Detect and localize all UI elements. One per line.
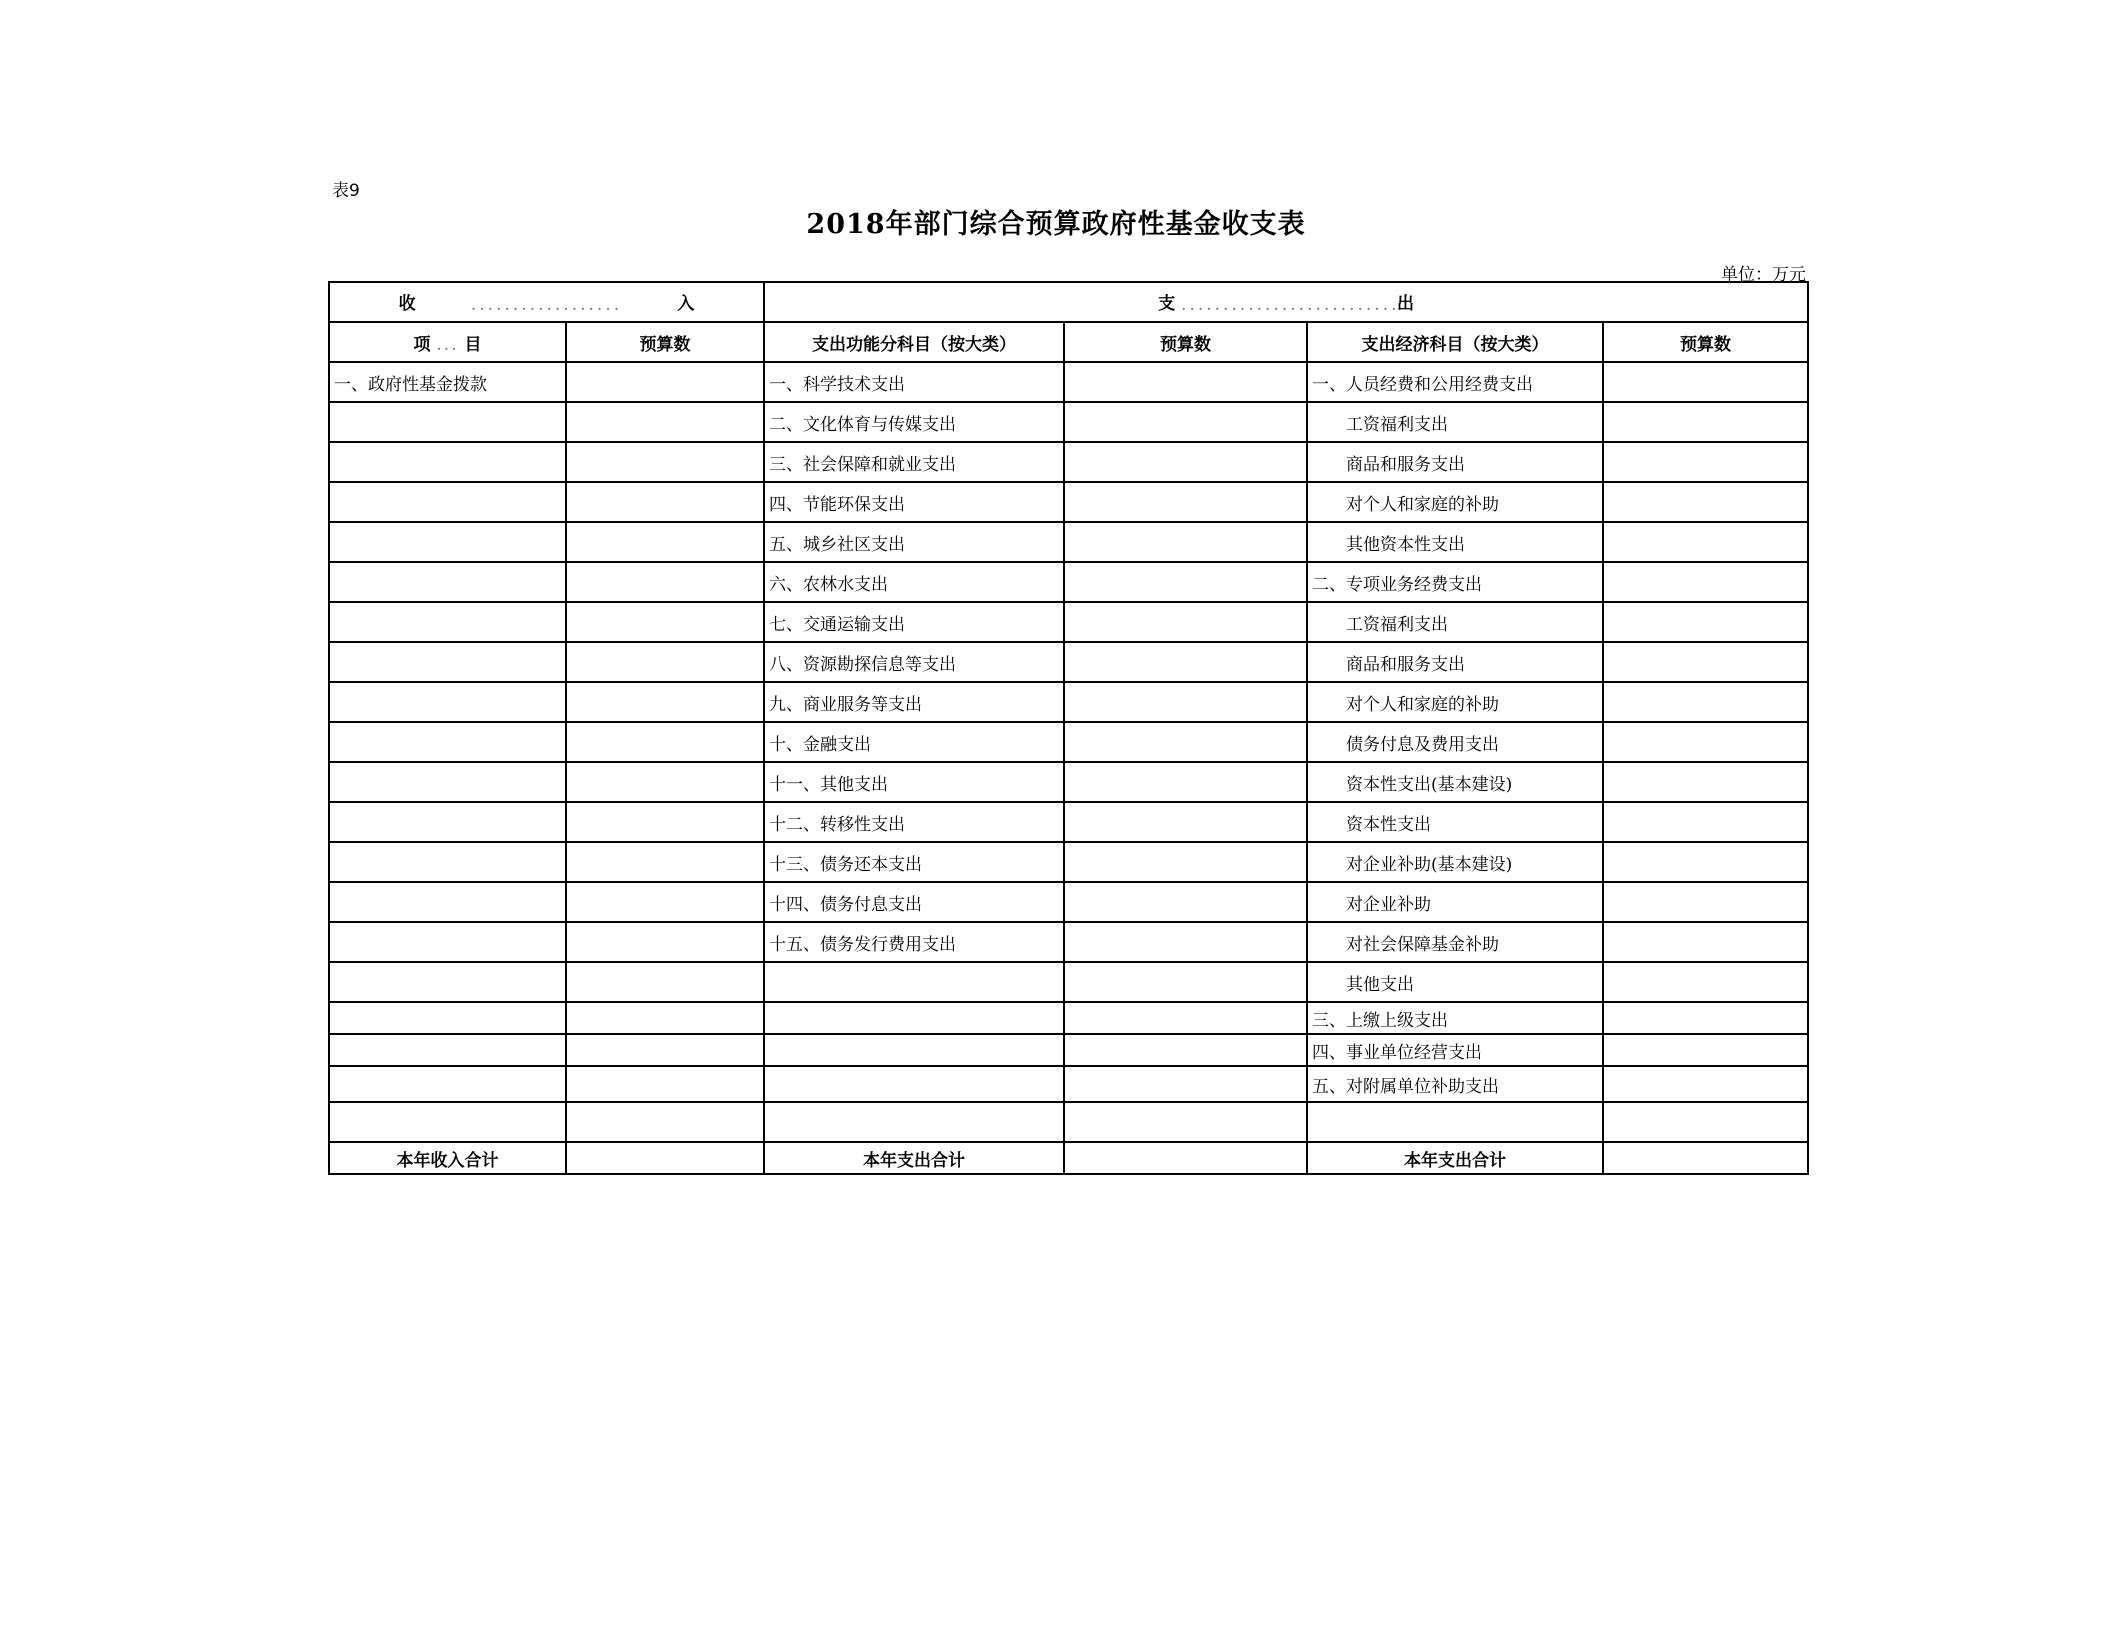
economic-budget-cell — [1603, 1102, 1808, 1142]
table-row — [329, 962, 1808, 1002]
function-budget-cell — [1064, 1034, 1307, 1066]
function-total-value — [1064, 1142, 1307, 1174]
income-budget-cell — [566, 922, 764, 962]
function-budget-cell — [1064, 962, 1307, 1002]
economic-budget-cell — [1603, 682, 1808, 722]
economic-item-cell — [1307, 1102, 1603, 1142]
income-item-cell — [329, 1102, 566, 1142]
function-budget-cell — [1064, 362, 1307, 402]
income-item-cell — [329, 1002, 566, 1034]
income-total-label: 本年收入合计 — [329, 1142, 566, 1174]
function-item-cell: 九、商业服务等支出 — [764, 682, 1064, 722]
income-budget-cell — [566, 882, 764, 922]
income-item-cell — [329, 562, 566, 602]
budget-column-header-2: 预算数 — [1064, 322, 1307, 362]
function-item-cell: 七、交通运输支出 — [764, 602, 1064, 642]
economic-item-cell: 工资福利支出 — [1307, 602, 1603, 642]
income-budget-cell — [566, 562, 764, 602]
economic-total-label: 本年支出合计 — [1307, 1142, 1603, 1174]
income-budget-cell — [566, 1002, 764, 1034]
income-group-header — [329, 282, 764, 322]
economic-item-cell: 四、事业单位经营支出 — [1307, 1034, 1603, 1066]
table-row — [329, 882, 1808, 922]
table-number-label: 表9 — [332, 181, 360, 201]
income-budget-cell — [566, 722, 764, 762]
income-budget-cell — [566, 482, 764, 522]
economic-item-cell: 三、上缴上级支出 — [1307, 1002, 1603, 1034]
page-title: 2018年部门综合预算政府性基金收支表 — [806, 209, 1306, 240]
function-budget-cell — [1064, 762, 1307, 802]
income-budget-cell — [566, 762, 764, 802]
economic-budget-cell — [1603, 722, 1808, 762]
income-budget-cell — [566, 442, 764, 482]
economic-item-cell: 债务付息及费用支出 — [1307, 722, 1603, 762]
economic-category-header: 支出经济科目（按大类） — [1307, 322, 1603, 362]
economic-item-cell: 五、对附属单位补助支出 — [1307, 1066, 1603, 1102]
economic-item-cell: 一、人员经费和公用经费支出 — [1307, 362, 1603, 402]
economic-budget-cell — [1603, 1034, 1808, 1066]
function-item-cell — [764, 1002, 1064, 1034]
income-budget-cell — [566, 842, 764, 882]
leader-dots: .................. — [470, 294, 623, 315]
function-item-cell: 四、节能环保支出 — [764, 482, 1064, 522]
economic-budget-cell — [1603, 522, 1808, 562]
function-budget-cell — [1064, 1002, 1307, 1034]
economic-budget-cell — [1603, 882, 1808, 922]
economic-item-cell: 商品和服务支出 — [1307, 442, 1603, 482]
function-budget-cell — [1064, 522, 1307, 562]
economic-budget-cell — [1603, 962, 1808, 1002]
economic-item-cell: 资本性支出 — [1307, 802, 1603, 842]
income-item-cell — [329, 1066, 566, 1102]
income-item-cell — [329, 602, 566, 642]
function-budget-cell — [1064, 602, 1307, 642]
table-row — [329, 802, 1808, 842]
function-budget-cell — [1064, 722, 1307, 762]
table-row — [329, 762, 1808, 802]
economic-total-value — [1603, 1142, 1808, 1174]
income-budget-cell — [566, 1102, 764, 1142]
function-item-cell: 三、社会保障和就业支出 — [764, 442, 1064, 482]
income-item-cell — [329, 1034, 566, 1066]
table-row — [329, 362, 1808, 402]
table-row — [329, 442, 1808, 482]
income-item-cell — [329, 682, 566, 722]
economic-budget-cell — [1603, 842, 1808, 882]
economic-item-cell: 对社会保障基金补助 — [1307, 922, 1603, 962]
function-category-header: 支出功能分科目（按大类） — [764, 322, 1064, 362]
function-item-cell: 十一、其他支出 — [764, 762, 1064, 802]
income-header-right: 入 — [677, 294, 695, 315]
function-budget-cell — [1064, 682, 1307, 722]
function-item-cell: 八、资源勘探信息等支出 — [764, 642, 1064, 682]
budget-table — [328, 281, 1809, 1175]
function-budget-cell — [1064, 1066, 1307, 1102]
income-budget-cell — [566, 962, 764, 1002]
economic-item-cell: 商品和服务支出 — [1307, 642, 1603, 682]
function-item-cell: 十三、债务还本支出 — [764, 842, 1064, 882]
economic-budget-cell — [1603, 562, 1808, 602]
leader-dots: .......................... — [1181, 294, 1400, 315]
economic-budget-cell — [1603, 362, 1808, 402]
income-item-cell — [329, 522, 566, 562]
table-row — [329, 522, 1808, 562]
table-row — [329, 402, 1808, 442]
income-item-cell — [329, 762, 566, 802]
economic-item-cell: 对个人和家庭的补助 — [1307, 482, 1603, 522]
table-row — [329, 642, 1808, 682]
function-budget-cell — [1064, 882, 1307, 922]
table-row — [329, 722, 1808, 762]
income-item-cell — [329, 402, 566, 442]
function-item-cell — [764, 962, 1064, 1002]
income-item-cell — [329, 442, 566, 482]
function-budget-cell — [1064, 1102, 1307, 1142]
income-budget-cell — [566, 522, 764, 562]
item-header-left: 项 — [413, 334, 431, 355]
leader-dots: ... — [436, 334, 459, 355]
item-column-header — [329, 322, 566, 362]
economic-budget-cell — [1603, 922, 1808, 962]
income-item-cell — [329, 722, 566, 762]
table-row — [329, 922, 1808, 962]
income-budget-cell — [566, 1034, 764, 1066]
function-item-cell: 十五、债务发行费用支出 — [764, 922, 1064, 962]
table-row — [329, 1102, 1808, 1142]
income-budget-cell — [566, 402, 764, 442]
income-item-cell — [329, 842, 566, 882]
economic-item-cell: 资本性支出(基本建设) — [1307, 762, 1603, 802]
function-item-cell — [764, 1066, 1064, 1102]
function-budget-cell — [1064, 842, 1307, 882]
economic-item-cell: 二、专项业务经费支出 — [1307, 562, 1603, 602]
economic-item-cell: 其他支出 — [1307, 962, 1603, 1002]
function-item-cell: 二、文化体育与传媒支出 — [764, 402, 1064, 442]
group-header-row — [329, 282, 1808, 322]
income-item-cell: 一、政府性基金拨款 — [329, 362, 566, 402]
economic-budget-cell — [1603, 1002, 1808, 1034]
economic-budget-cell — [1603, 442, 1808, 482]
table-row — [329, 602, 1808, 642]
column-header-row — [329, 322, 1808, 362]
table-row — [329, 482, 1808, 522]
function-budget-cell — [1064, 802, 1307, 842]
economic-budget-cell — [1603, 642, 1808, 682]
income-item-cell — [329, 642, 566, 682]
table-row — [329, 682, 1808, 722]
function-item-cell: 五、城乡社区支出 — [764, 522, 1064, 562]
economic-item-cell: 其他资本性支出 — [1307, 522, 1603, 562]
function-budget-cell — [1064, 562, 1307, 602]
function-budget-cell — [1064, 402, 1307, 442]
function-item-cell: 十四、债务付息支出 — [764, 882, 1064, 922]
economic-item-cell: 对个人和家庭的补助 — [1307, 682, 1603, 722]
income-item-cell — [329, 922, 566, 962]
economic-budget-cell — [1603, 1066, 1808, 1102]
function-item-cell: 六、农林水支出 — [764, 562, 1064, 602]
income-budget-cell — [566, 1066, 764, 1102]
function-item-cell: 十、金融支出 — [764, 722, 1064, 762]
income-header-left: 收 — [398, 294, 416, 315]
totals-row — [329, 1142, 1808, 1174]
income-item-cell — [329, 802, 566, 842]
income-budget-cell — [566, 682, 764, 722]
function-budget-cell — [1064, 442, 1307, 482]
item-header-right: 目 — [464, 334, 482, 355]
function-item-cell — [764, 1102, 1064, 1142]
table-row — [329, 1002, 1808, 1034]
income-item-cell — [329, 482, 566, 522]
income-total-value — [566, 1142, 764, 1174]
economic-budget-cell — [1603, 482, 1808, 522]
economic-item-cell: 工资福利支出 — [1307, 402, 1603, 442]
table-row — [329, 842, 1808, 882]
expense-header-right: 出 — [1396, 294, 1414, 315]
function-budget-cell — [1064, 642, 1307, 682]
economic-budget-cell — [1603, 762, 1808, 802]
income-budget-cell — [566, 802, 764, 842]
economic-item-cell: 对企业补助(基本建设) — [1307, 842, 1603, 882]
function-budget-cell — [1064, 922, 1307, 962]
table-row — [329, 1034, 1808, 1066]
economic-item-cell: 对企业补助 — [1307, 882, 1603, 922]
budget-column-header-3: 预算数 — [1603, 322, 1808, 362]
budget-column-header-1: 预算数 — [566, 322, 764, 362]
income-item-cell — [329, 882, 566, 922]
table-row — [329, 562, 1808, 602]
function-item-cell: 十二、转移性支出 — [764, 802, 1064, 842]
function-item-cell: 一、科学技术支出 — [764, 362, 1064, 402]
economic-budget-cell — [1603, 602, 1808, 642]
economic-budget-cell — [1603, 402, 1808, 442]
income-item-cell — [329, 962, 566, 1002]
expense-header-left: 支 — [1158, 294, 1176, 315]
function-total-label: 本年支出合计 — [764, 1142, 1064, 1174]
table-row — [329, 1066, 1808, 1102]
function-budget-cell — [1064, 482, 1307, 522]
function-item-cell — [764, 1034, 1064, 1066]
income-budget-cell — [566, 362, 764, 402]
expense-group-header — [764, 282, 1808, 322]
economic-budget-cell — [1603, 802, 1808, 842]
income-budget-cell — [566, 642, 764, 682]
income-budget-cell — [566, 602, 764, 642]
unit-label: 单位：万元 — [1721, 265, 1806, 285]
